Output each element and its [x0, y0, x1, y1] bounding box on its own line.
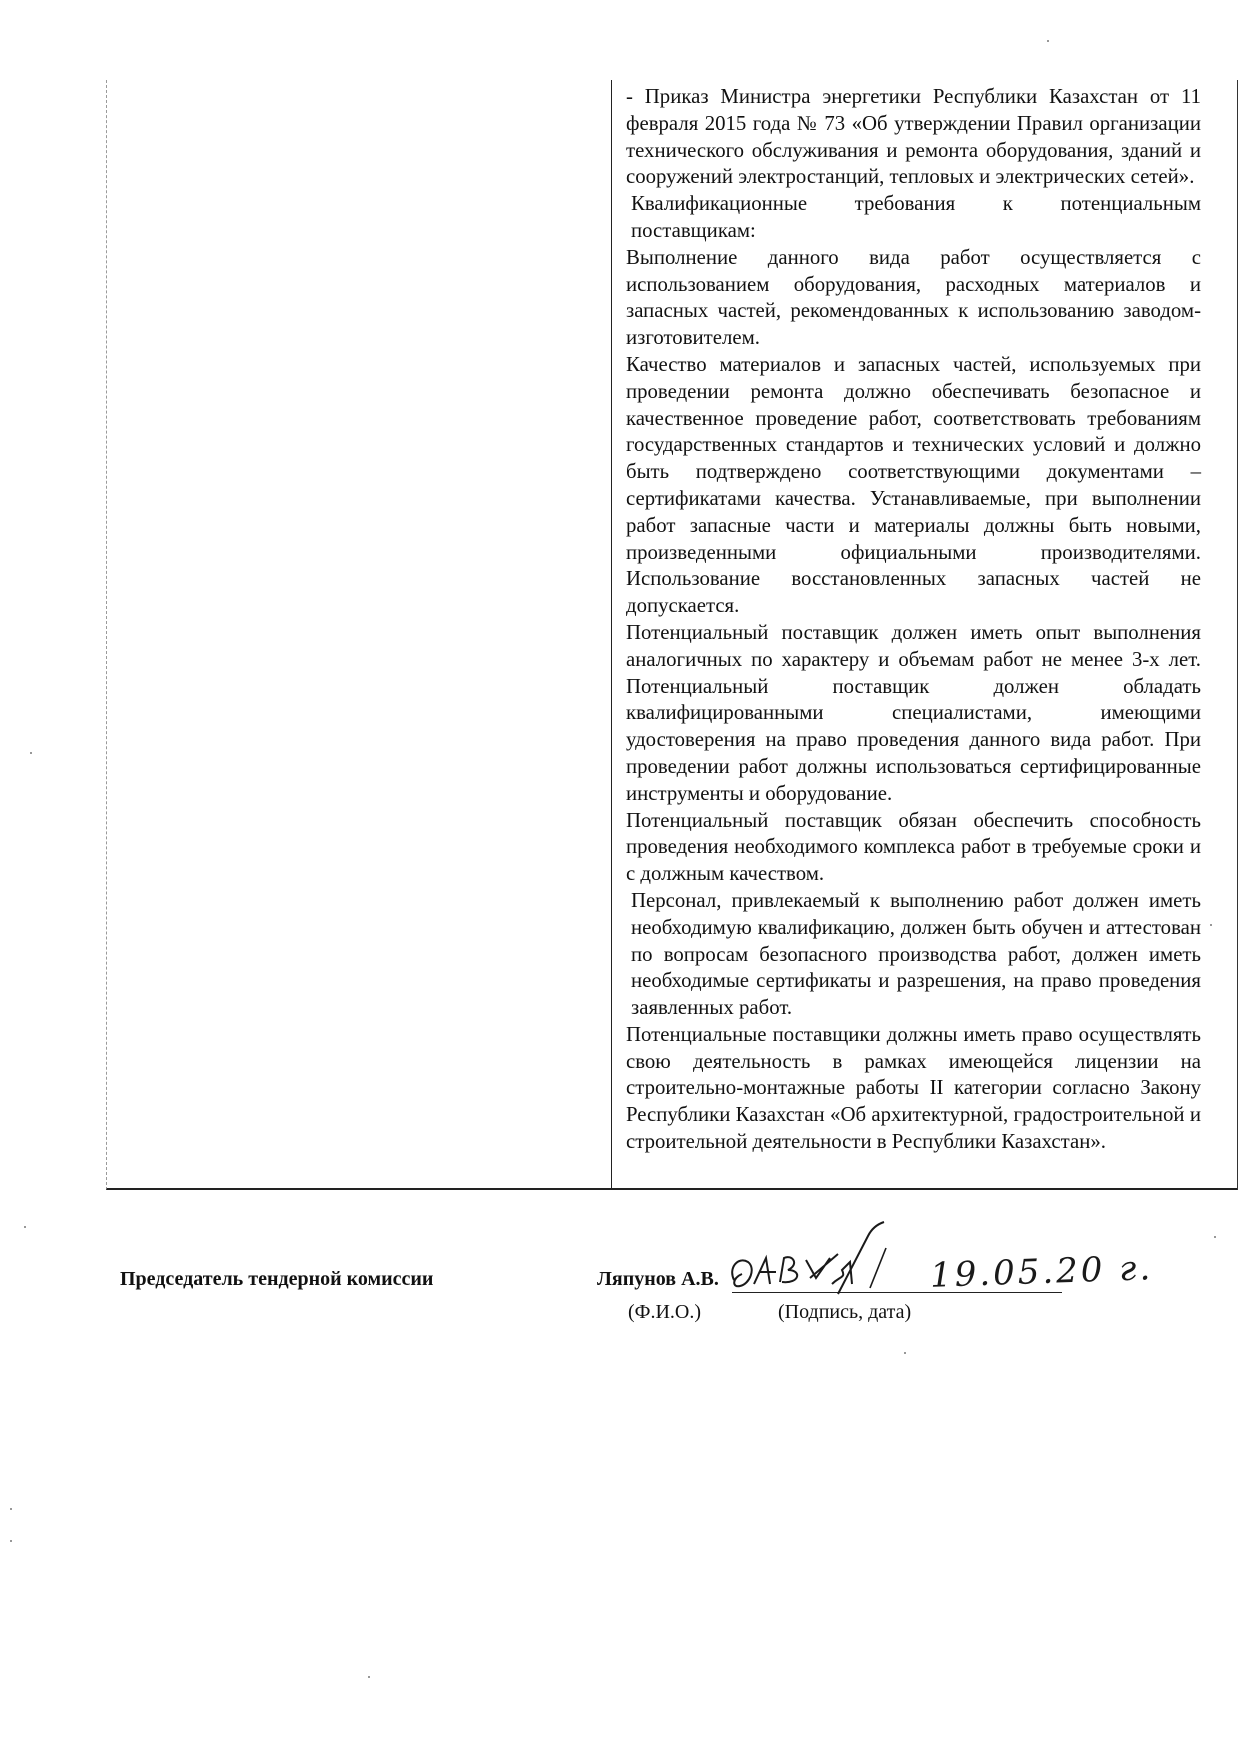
- scan-speck: [1214, 1236, 1216, 1238]
- handwritten-date: 19.05.20 г.: [929, 1248, 1154, 1296]
- scan-speck: [30, 752, 32, 754]
- signature-block: [0, 1248, 1240, 1323]
- handwritten-signature: [720, 1218, 940, 1308]
- scan-speck: [10, 1508, 12, 1510]
- paragraph-equipment: Выполнение данного вида работ осуществляется с использованием оборудования, расходных материалов и запасных частей, рекомендованных к использованию заводом-изготовителем.: [626, 245, 1201, 350]
- scan-speck: [904, 1352, 906, 1354]
- signer-name: Ляпунов А.В.: [597, 1268, 719, 1290]
- paragraph-order-reference: - Приказ Министра энергетики Республики Казахстан от 11 февраля 2015 года № 73 «Об утверждении Правил организации технического обслуживания и ремонта оборудования, зданий и сооружений электростанций, тепловых и электрических сетей».: [626, 85, 1201, 189]
- scan-speck: [1047, 40, 1049, 42]
- chairman-title: Председатель тендерной комиссии: [120, 1268, 434, 1290]
- table-right-border: [1237, 80, 1238, 1190]
- scan-speck: [24, 1226, 26, 1228]
- scan-speck: [368, 1676, 370, 1678]
- requirements-text: [626, 84, 1201, 1156]
- scan-speck: [10, 1540, 12, 1542]
- table-column-divider: [611, 80, 612, 1190]
- paragraph-license: Потенциальные поставщики должны иметь право осуществлять свою деятельность в рамках имеющейся лицензии на строительно-монтажные работы II категории согласно Закону Республики Казахстан «Об архитектурной, градостроительной и строительной деятельности в Республики Казахстан».: [626, 1022, 1201, 1154]
- fio-caption: (Ф.И.О.): [628, 1301, 702, 1323]
- paragraph-qualification-heading: Квалификационные требования к потенциальным поставщикам:: [631, 192, 1201, 242]
- paragraph-material-quality: Качество материалов и запасных частей, используемых при проведении ремонта должно обеспечивать безопасное и качественное проведение работ, соответствовать требованиям государственных стандартов и технических условий и должно быть подтверждено соответствующими документами – сертификатами качества. Устанавливаемые, при выполнении работ запасные части и материалы должны быть новыми, произведенными официальными производителями. Использование восстановленных запасных частей не допускается.: [626, 352, 1201, 618]
- paragraph-capability: Потенциальный поставщик обязан обеспечить способность проведения необходимого комплекса работ в требуемые сроки и с должным качеством.: [626, 808, 1201, 886]
- paragraph-personnel: Персонал, привлекаемый к выполнению работ должен иметь необходимую квалификацию, должен быть обучен и аттестован по вопросам безопасного производства работ, должен иметь необходимые сертификаты и разрешения, на право проведения заявленных работ.: [631, 888, 1201, 1020]
- scan-speck: [1210, 924, 1212, 926]
- signature-date-caption: (Подпись, дата): [778, 1301, 912, 1323]
- paragraph-experience: Потенциальный поставщик должен иметь опыт выполнения аналогичных по характеру и объемам работ не менее 3-х лет. Потенциальный поставщик должен обладать квалифицированными специалистами, имеющими удостоверения на право проведения данного вида работ. При проведении работ должны использоваться сертифицированные инструменты и оборудование.: [626, 620, 1201, 805]
